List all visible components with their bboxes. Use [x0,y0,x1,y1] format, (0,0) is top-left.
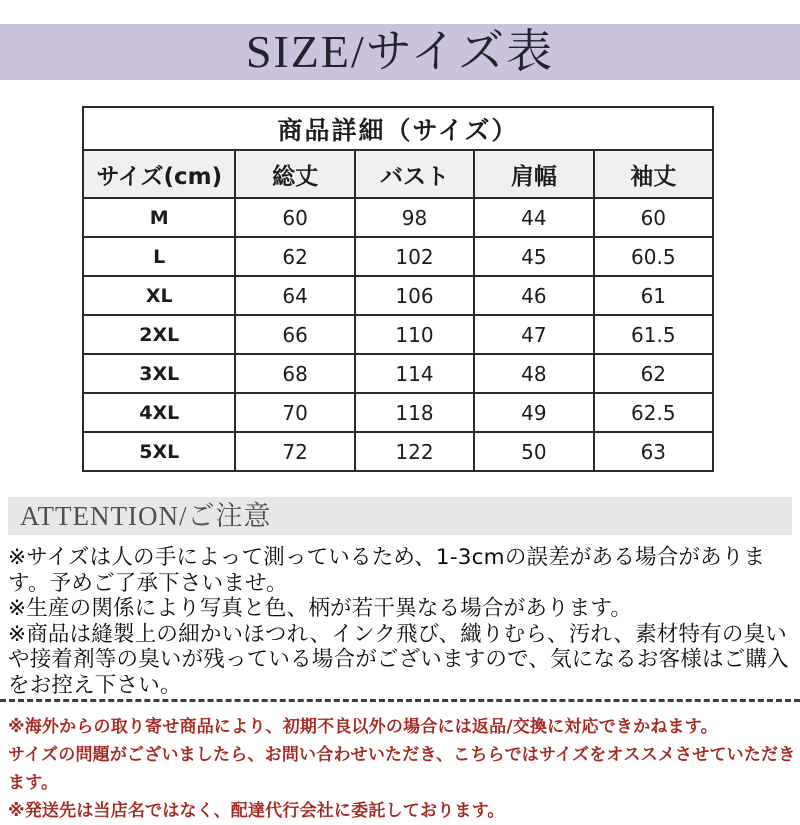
size-label: 3XL [83,354,235,393]
dashed-divider [0,699,800,702]
cell-value: 60 [594,198,713,237]
cell-value: 66 [235,315,354,354]
size-label: L [83,237,235,276]
column-header-row [83,150,713,198]
cell-value: 61 [594,276,713,315]
caution-notes [8,545,796,698]
cell-value: 60 [235,198,354,237]
size-label: 4XL [83,393,235,432]
table-row [83,432,713,471]
table-title: 商品詳細（サイズ） [83,107,713,150]
cell-value: 48 [474,354,593,393]
table-title-row [83,107,713,150]
cell-value: 62.5 [594,393,713,432]
cell-value: 72 [235,432,354,471]
table-row [83,354,713,393]
caution-note: ※生産の関係により写真と色、柄が若干異なる場合があります。 [8,596,633,621]
cell-value: 98 [355,198,474,237]
size-label: M [83,198,235,237]
cell-value: 60.5 [594,237,713,276]
footer-note: サイズの問題がございましたら、お問い合わせいただき、こちらではサイズをオススメさせていただきます。 [8,745,796,793]
cell-value: 50 [474,432,593,471]
caution-note: ※サイズは人の手によって測っているため、1-3cmの誤差がある場合があります。予めご了承下さいませ。 [8,545,766,596]
cell-value: 64 [235,276,354,315]
size-label: XL [83,276,235,315]
cell-value: 118 [355,393,474,432]
cell-value: 70 [235,393,354,432]
page-title: SIZE/サイズ表 [245,26,555,77]
caution-note: ※商品は縫製上の細かいほつれ、インク飛び、織りむら、汚れ、素材特有の臭いや接着剤等の臭いが残っている場合がございますので、気になるお客様はご購入をお控え下さい。 [8,621,789,698]
title-band [0,24,800,80]
attention-bar [8,497,792,535]
cell-value: 122 [355,432,474,471]
footer-notes [8,713,798,825]
cell-value: 49 [474,393,593,432]
column-header-length: 総丈 [235,150,354,198]
cell-value: 110 [355,315,474,354]
footer-note: ※海外からの取り寄せ商品により、初期不良以外の場合には返品/交換に対応できかねます。 [8,717,718,737]
column-header-size: サイズ(cm) [83,150,235,198]
cell-value: 47 [474,315,593,354]
cell-value: 62 [594,354,713,393]
table-row [83,237,713,276]
table-row [83,276,713,315]
size-label: 2XL [83,315,235,354]
cell-value: 106 [355,276,474,315]
cell-value: 114 [355,354,474,393]
table-row [83,198,713,237]
attention-title: ATTENTION/ご注意 [20,500,272,531]
cell-value: 62 [235,237,354,276]
cell-value: 44 [474,198,593,237]
cell-value: 46 [474,276,593,315]
column-header-bust: バスト [355,150,474,198]
column-header-sleeve: 袖丈 [594,150,713,198]
column-header-shoulder: 肩幅 [474,150,593,198]
size-table-container [82,106,714,472]
footer-note: ※発送先は当店名ではなく、配達代行会社に委託しております。 [8,801,505,821]
size-table [82,106,714,472]
table-row [83,393,713,432]
cell-value: 45 [474,237,593,276]
size-label: 5XL [83,432,235,471]
cell-value: 61.5 [594,315,713,354]
cell-value: 63 [594,432,713,471]
table-row [83,315,713,354]
cell-value: 102 [355,237,474,276]
cell-value: 68 [235,354,354,393]
